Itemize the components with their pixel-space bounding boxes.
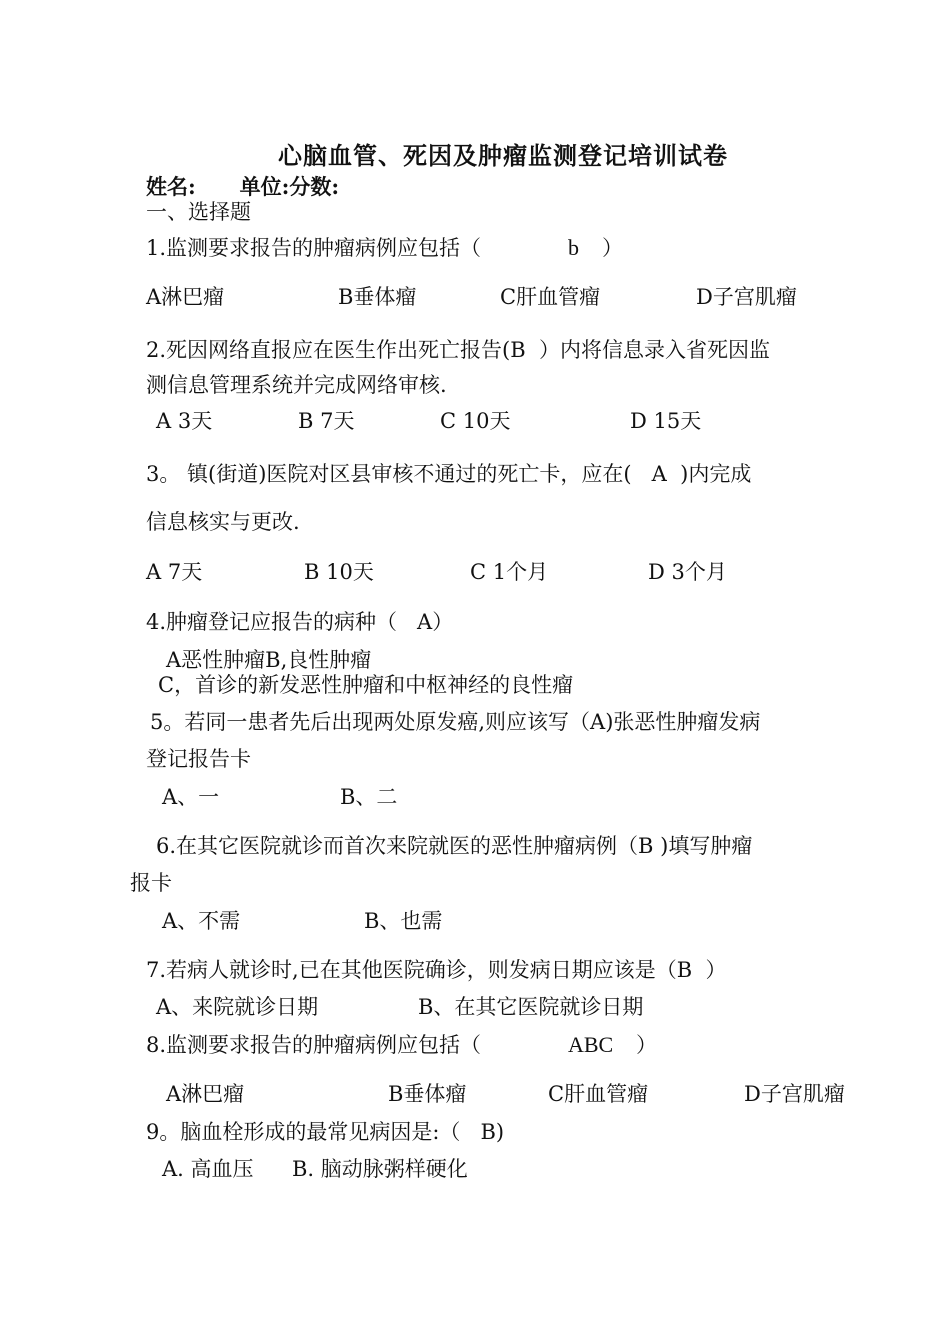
q2-option-a: A 3天	[156, 409, 213, 433]
q2-line1: 2.死因网络直报应在医生作出死亡报告(B ）内将信息录入省死因监	[146, 338, 771, 362]
q1-option-c: C肝血管瘤	[500, 285, 601, 309]
q1-option-d: D子宫肌瘤	[696, 285, 797, 309]
q1-stem: 1.监测要求报告的肿瘤病例应包括（	[146, 236, 482, 260]
q9-stem: 9。脑血栓形成的最常见病因是:（ B)	[146, 1120, 505, 1144]
section-heading: 一、选择题	[146, 200, 251, 224]
q7-option-b: B、在其它医院就诊日期	[418, 995, 644, 1019]
q2-option-c: C 10天	[440, 409, 511, 433]
student-info-header: 姓名: 单位:分数:	[146, 174, 340, 199]
q2-option-b: B 7天	[298, 409, 355, 433]
q5-line1: 5。若同一患者先后出现两处原发癌,则应该写（A)张恶性肿瘤发病	[150, 710, 761, 734]
q3-option-d: D 3个月	[648, 560, 727, 584]
q4-line2: A恶性肿瘤B,良性肿瘤	[166, 648, 372, 672]
q7-option-a: A、来院就诊日期	[156, 995, 319, 1019]
q6-line1: 6.在其它医院就诊而首次来院就医的恶性肿瘤病例（B )填写肿瘤	[156, 834, 753, 858]
q7-stem: 7.若病人就诊时,已在其他医院确诊，则发病日期应该是（B ）	[146, 958, 727, 982]
q5-option-a: A、一	[162, 785, 220, 809]
q5-option-b: B、二	[340, 785, 398, 809]
q8-option-a: A淋巴瘤	[166, 1082, 245, 1106]
q3-line2: 信息核实与更改.	[146, 510, 300, 534]
q4-stem: 4.肿瘤登记应报告的病种（ A）	[146, 610, 454, 634]
q8-option-c: C肝血管瘤	[548, 1082, 649, 1106]
q1-close: ）	[602, 236, 623, 260]
q3-option-b: B 10天	[304, 560, 374, 584]
q4-line3: C，首诊的新发恶性肿瘤和中枢神经的良性瘤	[158, 673, 574, 697]
q3-option-a: A 7天	[146, 560, 203, 584]
q9-option-b: B. 脑动脉粥样硬化	[292, 1157, 468, 1181]
q3-option-c: C 1个月	[470, 560, 549, 584]
q2-line2: 测信息管理系统并完成网络审核.	[146, 373, 447, 397]
q6-option-a: A、不需	[162, 909, 241, 933]
q6-line2: 报卡	[130, 871, 172, 895]
q8-close: ）	[636, 1033, 657, 1057]
q8-answer: ABC	[568, 1032, 614, 1057]
q1-answer: b	[568, 235, 579, 260]
q1-option-a: A淋巴瘤	[146, 285, 225, 309]
q5-line2: 登记报告卡	[146, 747, 251, 771]
exam-title: 心脑血管、死因及肿瘤监测登记培训试卷	[278, 141, 728, 170]
q8-option-d: D子宫肌瘤	[744, 1082, 845, 1106]
q8-option-b: B垂体瘤	[388, 1082, 467, 1106]
q1-option-b: B垂体瘤	[338, 285, 417, 309]
q2-option-d: D 15天	[630, 409, 702, 433]
q8-stem: 8.监测要求报告的肿瘤病例应包括（	[146, 1033, 482, 1057]
q9-option-a: A. 高血压	[162, 1157, 254, 1181]
q3-line1: 3。 镇(街道)医院对区县审核不通过的死亡卡，应在( A )内完成	[146, 462, 752, 486]
q6-option-b: B、也需	[364, 909, 443, 933]
